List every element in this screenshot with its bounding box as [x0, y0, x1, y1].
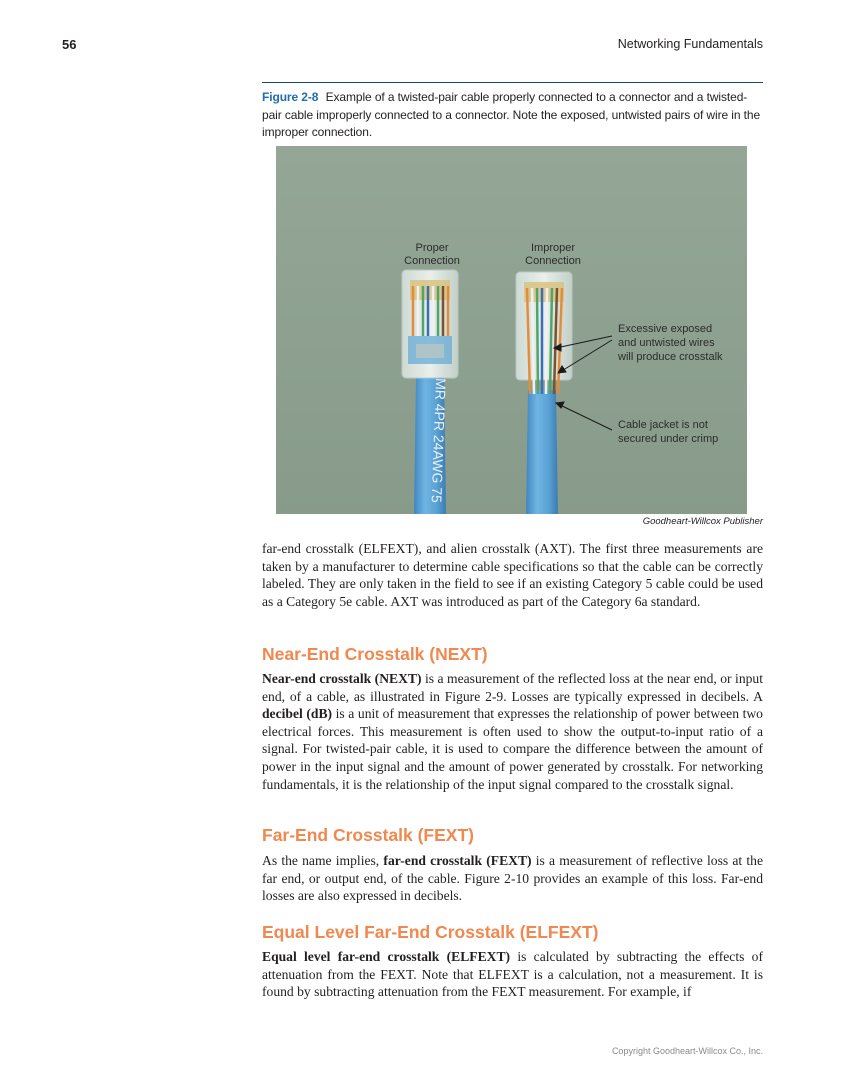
term-next: Near-end crosstalk (NEXT) — [262, 671, 422, 686]
copyright-footer: Copyright Goodheart-Willcox Co., Inc. — [611, 1046, 763, 1056]
exposed-label-line2: and untwisted wires — [618, 337, 715, 349]
caption-rule — [262, 82, 763, 83]
figure-caption-text: Example of a twisted-pair cable properly connected to a connector and a twisted-pair cable improperly connected to a connector. Note the exposed, untwisted pairs of wire in the improper connection. — [262, 90, 761, 139]
figure-photo — [276, 146, 747, 514]
paragraph-fext: As the name implies, far-end crosstalk (FEXT) is a measurement of reflective loss at the far end, or output end, of the cable. Figure 2-10 provides an example of this loss. Far-end losses are also expressed in decibels. — [262, 853, 764, 904]
jacket-label-line1: Cable jacket is not — [618, 419, 708, 431]
figure-credit: Goodheart-Willcox Publisher — [642, 516, 763, 527]
proper-plug — [402, 270, 458, 378]
heading-fext: Far-End Crosstalk (FEXT) — [262, 825, 474, 845]
proper-label-line2: Connection — [404, 255, 460, 267]
paragraph-intro: far-end crosstalk (ELFEXT), and alien crosstalk (AXT). The first three measurements are taken by a manufacturer to determine cable specifications so that the cable can be correctly labeled. They are only taken in the field to see if an existing Category 5 cable could be used as a Category 5e cable. AXT was introduced as part of the Category 6a standard. — [262, 541, 763, 609]
exposed-label-line1: Excessive exposed — [618, 323, 713, 335]
improper-cable — [526, 390, 558, 514]
exposed-label-line3: will produce crosstalk — [618, 351, 723, 363]
running-head: Networking Fundamentals — [617, 37, 763, 51]
jacket-label-line2: secured under crimp — [618, 433, 719, 445]
term-decibel: decibel (dB) — [262, 706, 333, 722]
figure-caption — [262, 89, 762, 142]
term-fext: far-end crosstalk (FEXT) — [383, 853, 532, 868]
proper-label-line1: Proper — [415, 242, 449, 254]
cable-print: MR 4PR 24AWG 75 — [428, 377, 449, 504]
heading-next: Near-End Crosstalk (NEXT) — [262, 644, 488, 664]
improper-label-line2: Connection — [525, 255, 581, 267]
heading-elfext: Equal Level Far-End Crosstalk (ELFEXT) — [262, 922, 599, 942]
page-number: 56 — [62, 37, 77, 52]
improper-plug — [516, 272, 572, 394]
improper-label-line1: Improper — [530, 242, 576, 254]
figure-label: Figure 2-8 — [262, 90, 319, 104]
paragraph-elfext: Equal level far-end crosstalk (ELFEXT) is calculated by subtracting the effects of attenuation from the FEXT. Note that ELFEXT is a calculation, not a measurement. It is found by subtracting attenuation from the FEXT measurement. For example, if — [262, 949, 763, 1000]
paragraph-next: Near-end crosstalk (NEXT) is a measurement of the reflected loss at the near end, or input end, of a cable, as illustrated in Figure 2-9. Losses are typically expressed in decibels. A decibel (dB) is a unit of measurement that expresses the relationship of power between two electrical forces. This measurement is often used to show the output-to-input ratio of a signal. For twisted-pair cable, it is used to compare the difference between the amount of power in the input signal and the amount of power generated by crosstalk. For networking fundamentals, it is the relationship of the input signal compared to the crosstalk signal. — [262, 671, 763, 792]
term-elfext: Equal level far-end crosstalk (ELFEXT) — [262, 949, 511, 964]
